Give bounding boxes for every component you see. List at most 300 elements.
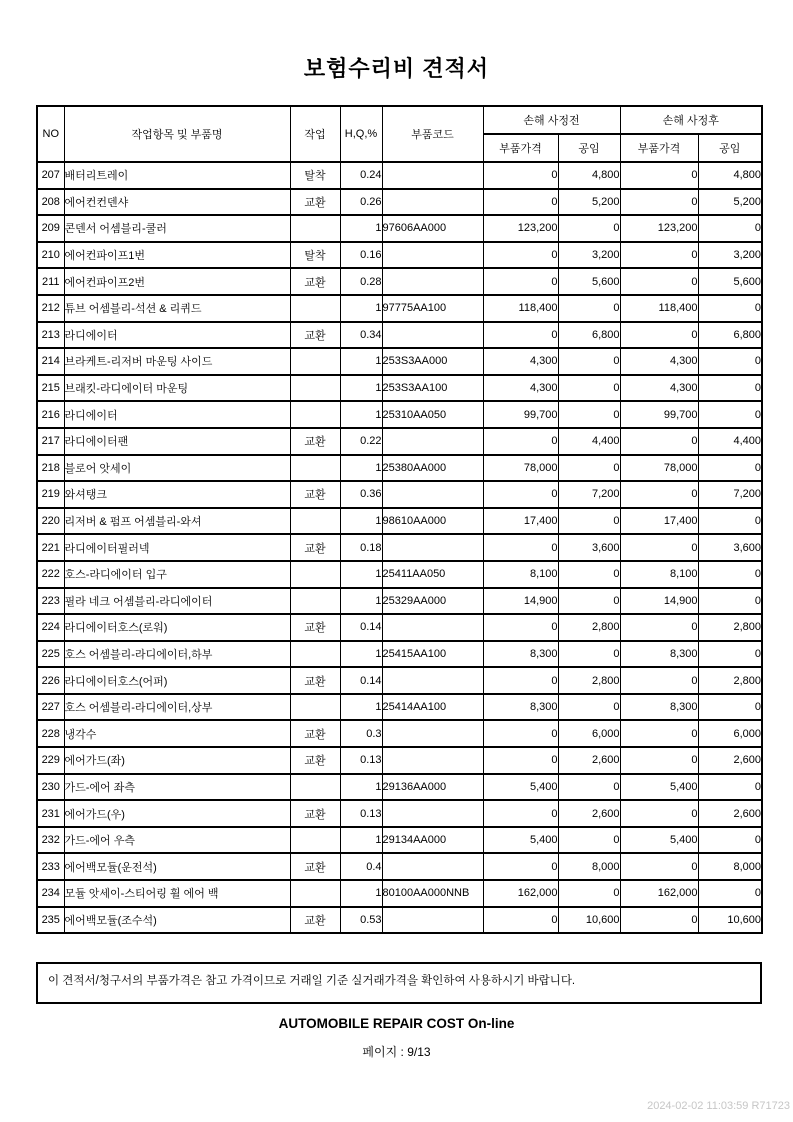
cell-after-labor: 0 — [698, 880, 762, 907]
cell-work-type: 교환 — [290, 268, 340, 295]
cell-no: 219 — [37, 481, 64, 508]
cell-no: 227 — [37, 694, 64, 721]
cell-after-part-price: 0 — [620, 189, 698, 216]
cell-work-type: 탈착 — [290, 242, 340, 269]
cell-part-code — [382, 268, 483, 295]
cell-after-labor: 0 — [698, 508, 762, 535]
cell-no: 213 — [37, 322, 64, 349]
cell-part-code — [382, 907, 483, 934]
cell-after-labor: 0 — [698, 401, 762, 428]
cell-hq-value: 1 — [340, 375, 382, 402]
cell-after-part-price: 17,400 — [620, 508, 698, 535]
cell-item-name: 가드-에어 좌측 — [64, 774, 290, 801]
cell-item-name: 브래킷-라디에이터 마운팅 — [64, 375, 290, 402]
cell-item-name: 필라 네크 어셈블리-라디에이터 — [64, 588, 290, 615]
table-row — [37, 455, 762, 482]
cell-after-part-price: 0 — [620, 614, 698, 641]
cell-before-labor: 0 — [558, 401, 620, 428]
cell-part-code: 25414AA100 — [382, 694, 483, 721]
cell-work-type: 교환 — [290, 189, 340, 216]
cell-work-type: 교환 — [290, 614, 340, 641]
cell-before-labor: 2,800 — [558, 614, 620, 641]
table-row — [37, 694, 762, 721]
cell-work-type: 교환 — [290, 720, 340, 747]
cell-part-code — [382, 481, 483, 508]
header-before-assessment: 손해 사정전 — [483, 106, 620, 134]
table-row — [37, 322, 762, 349]
page-title: 보험수리비 견적서 — [303, 56, 490, 81]
cell-after-labor: 5,200 — [698, 189, 762, 216]
cell-no: 228 — [37, 720, 64, 747]
cell-after-part-price: 0 — [620, 481, 698, 508]
footer-timestamp: 2024-02-02 11:03:59 R71723 — [647, 1100, 790, 1112]
notice-box — [36, 962, 762, 1004]
cell-no: 211 — [37, 268, 64, 295]
cell-no: 221 — [37, 534, 64, 561]
cell-no: 223 — [37, 588, 64, 615]
table-row — [37, 667, 762, 694]
cell-no: 235 — [37, 907, 64, 934]
table-row — [37, 534, 762, 561]
cell-before-part-price: 0 — [483, 481, 558, 508]
cell-before-part-price: 17,400 — [483, 508, 558, 535]
cell-after-part-price: 0 — [620, 667, 698, 694]
cell-part-code — [382, 428, 483, 455]
cell-after-labor: 0 — [698, 641, 762, 668]
notice-text: 이 견적서/청구서의 부품가격은 참고 가격이므로 거래일 기준 실거래가격을 확인하여 사용하시기 바랍니다. — [48, 975, 576, 987]
cell-no: 216 — [37, 401, 64, 428]
cell-work-type — [290, 455, 340, 482]
cell-after-part-price: 0 — [620, 268, 698, 295]
cell-work-type: 교환 — [290, 534, 340, 561]
cell-no: 207 — [37, 162, 64, 189]
cell-item-name: 냉각수 — [64, 720, 290, 747]
cell-before-part-price: 162,000 — [483, 880, 558, 907]
cell-work-type: 탈착 — [290, 162, 340, 189]
header-after-part-price: 부품가격 — [620, 134, 698, 162]
cell-part-code — [382, 162, 483, 189]
cell-work-type — [290, 774, 340, 801]
cell-work-type: 교환 — [290, 428, 340, 455]
table-row — [37, 588, 762, 615]
cell-after-labor: 0 — [698, 375, 762, 402]
cell-after-part-price: 4,300 — [620, 375, 698, 402]
cell-after-part-price: 0 — [620, 720, 698, 747]
cell-after-part-price: 0 — [620, 800, 698, 827]
cell-item-name: 라디에이터팬 — [64, 428, 290, 455]
cell-work-type: 교환 — [290, 907, 340, 934]
cell-hq-value: 0.22 — [340, 428, 382, 455]
cell-item-name: 라디에이터호스(어퍼) — [64, 667, 290, 694]
cell-item-name: 블로어 앗세이 — [64, 455, 290, 482]
table-row — [37, 268, 762, 295]
table-row — [37, 880, 762, 907]
cell-no: 222 — [37, 561, 64, 588]
header-item-name: 작업항목 및 부품명 — [64, 106, 290, 162]
cell-before-part-price: 0 — [483, 907, 558, 934]
cell-work-type: 교환 — [290, 747, 340, 774]
cell-part-code — [382, 534, 483, 561]
cell-hq-value: 1 — [340, 774, 382, 801]
cell-before-part-price: 5,400 — [483, 827, 558, 854]
cell-no: 233 — [37, 853, 64, 880]
cell-hq-value: 0.4 — [340, 853, 382, 880]
table-row — [37, 242, 762, 269]
cell-item-name: 에어컨파이프2번 — [64, 268, 290, 295]
cell-no: 215 — [37, 375, 64, 402]
cell-item-name: 라디에이터호스(로워) — [64, 614, 290, 641]
cell-part-code: 253S3AA000 — [382, 348, 483, 375]
cell-hq-value: 1 — [340, 215, 382, 242]
cell-before-part-price: 0 — [483, 242, 558, 269]
cell-before-labor: 5,600 — [558, 268, 620, 295]
cell-item-name: 모듈 앗세이-스티어링 휠 에어 백 — [64, 880, 290, 907]
cell-before-part-price: 0 — [483, 322, 558, 349]
cell-before-labor: 7,200 — [558, 481, 620, 508]
cell-part-code — [382, 667, 483, 694]
footer-brand: AUTOMOBILE REPAIR COST On-line — [278, 1016, 515, 1031]
cell-part-code: 97606AA000 — [382, 215, 483, 242]
cell-before-labor: 6,000 — [558, 720, 620, 747]
cell-after-labor: 0 — [698, 694, 762, 721]
cell-no: 231 — [37, 800, 64, 827]
cell-hq-value: 1 — [340, 348, 382, 375]
cell-item-name: 콘덴서 어셈블리-쿨러 — [64, 215, 290, 242]
cell-before-part-price: 0 — [483, 614, 558, 641]
cell-work-type: 교환 — [290, 322, 340, 349]
cell-after-part-price: 162,000 — [620, 880, 698, 907]
cell-before-labor: 0 — [558, 455, 620, 482]
cell-before-labor: 3,600 — [558, 534, 620, 561]
cell-before-labor: 8,000 — [558, 853, 620, 880]
cell-part-code: 98610AA000 — [382, 508, 483, 535]
cell-no: 230 — [37, 774, 64, 801]
cell-work-type — [290, 827, 340, 854]
table-row — [37, 561, 762, 588]
cell-before-part-price: 0 — [483, 428, 558, 455]
cell-part-code: 25380AA000 — [382, 455, 483, 482]
footer-page-number: 페이지 : 9/13 — [362, 1045, 431, 1059]
cell-before-part-price: 5,400 — [483, 774, 558, 801]
cell-before-labor: 4,800 — [558, 162, 620, 189]
cell-after-part-price: 4,300 — [620, 348, 698, 375]
table-row — [37, 720, 762, 747]
cell-after-labor: 2,600 — [698, 747, 762, 774]
cell-work-type — [290, 401, 340, 428]
cell-after-part-price: 8,300 — [620, 694, 698, 721]
cell-work-type — [290, 588, 340, 615]
cell-before-labor: 0 — [558, 375, 620, 402]
cell-after-labor: 2,600 — [698, 800, 762, 827]
cell-hq-value: 0.16 — [340, 242, 382, 269]
cell-before-labor: 2,600 — [558, 800, 620, 827]
cell-part-code — [382, 747, 483, 774]
cell-after-labor: 0 — [698, 561, 762, 588]
cell-part-code — [382, 614, 483, 641]
table-row — [37, 162, 762, 189]
cell-after-labor: 2,800 — [698, 614, 762, 641]
cell-after-part-price: 5,400 — [620, 774, 698, 801]
cell-part-code: 25310AA050 — [382, 401, 483, 428]
cell-no: 229 — [37, 747, 64, 774]
cell-item-name: 호스 어셈블리-라디에이터,상부 — [64, 694, 290, 721]
cell-after-part-price: 118,400 — [620, 295, 698, 322]
header-part-code: 부품코드 — [382, 106, 483, 162]
cell-work-type — [290, 641, 340, 668]
cell-hq-value: 0.18 — [340, 534, 382, 561]
cell-after-part-price: 8,300 — [620, 641, 698, 668]
header-work-type: 작업 — [290, 106, 340, 162]
cell-hq-value: 0.24 — [340, 162, 382, 189]
cell-item-name: 와셔탱크 — [64, 481, 290, 508]
cell-after-labor: 0 — [698, 827, 762, 854]
cell-no: 234 — [37, 880, 64, 907]
cell-part-code: 253S3AA100 — [382, 375, 483, 402]
cell-no: 208 — [37, 189, 64, 216]
cell-part-code: 25411AA050 — [382, 561, 483, 588]
header-row-1 — [37, 106, 762, 134]
cell-hq-value: 0.53 — [340, 907, 382, 934]
cell-item-name: 에어컨컨덴샤 — [64, 189, 290, 216]
cell-after-labor: 3,600 — [698, 534, 762, 561]
table-row — [37, 800, 762, 827]
cell-before-labor: 5,200 — [558, 189, 620, 216]
table-body — [37, 162, 762, 933]
cell-item-name: 브라케트-리저버 마운팅 사이드 — [64, 348, 290, 375]
cell-item-name: 배터리트레이 — [64, 162, 290, 189]
table-row — [37, 295, 762, 322]
cell-after-part-price: 0 — [620, 322, 698, 349]
cell-after-part-price: 123,200 — [620, 215, 698, 242]
cell-before-labor: 0 — [558, 295, 620, 322]
cell-after-labor: 0 — [698, 774, 762, 801]
cell-hq-value: 1 — [340, 455, 382, 482]
cell-after-labor: 2,800 — [698, 667, 762, 694]
cell-before-part-price: 0 — [483, 268, 558, 295]
cell-hq-value: 0.14 — [340, 614, 382, 641]
cell-before-part-price: 8,300 — [483, 641, 558, 668]
cell-no: 214 — [37, 348, 64, 375]
cell-hq-value: 0.34 — [340, 322, 382, 349]
cell-no: 232 — [37, 827, 64, 854]
cell-hq-value: 0.28 — [340, 268, 382, 295]
cell-hq-value: 0.14 — [340, 667, 382, 694]
cell-after-labor: 4,400 — [698, 428, 762, 455]
cell-hq-value: 0.26 — [340, 189, 382, 216]
cell-before-part-price: 0 — [483, 747, 558, 774]
cell-before-part-price: 14,900 — [483, 588, 558, 615]
cell-after-labor: 0 — [698, 588, 762, 615]
cell-before-labor: 0 — [558, 880, 620, 907]
cell-no: 217 — [37, 428, 64, 455]
cell-after-part-price: 0 — [620, 853, 698, 880]
cell-no: 220 — [37, 508, 64, 535]
cell-part-code — [382, 242, 483, 269]
cell-item-name: 튜브 어셈블리-석션 & 리퀴드 — [64, 295, 290, 322]
cell-after-part-price: 0 — [620, 162, 698, 189]
cell-after-labor: 3,200 — [698, 242, 762, 269]
cell-item-name: 가드-에어 우측 — [64, 827, 290, 854]
cell-after-part-price: 14,900 — [620, 588, 698, 615]
cell-work-type — [290, 375, 340, 402]
header-after-labor: 공임 — [698, 134, 762, 162]
cell-before-part-price: 0 — [483, 534, 558, 561]
cell-item-name: 라디에이터 — [64, 322, 290, 349]
cell-hq-value: 1 — [340, 641, 382, 668]
cell-work-type: 교환 — [290, 667, 340, 694]
cell-before-part-price: 0 — [483, 720, 558, 747]
cell-after-labor: 8,000 — [698, 853, 762, 880]
table-row — [37, 189, 762, 216]
table-row — [37, 428, 762, 455]
cell-work-type — [290, 215, 340, 242]
cell-before-part-price: 8,100 — [483, 561, 558, 588]
cell-after-part-price: 99,700 — [620, 401, 698, 428]
cell-after-labor: 0 — [698, 295, 762, 322]
table-row — [37, 641, 762, 668]
cell-hq-value: 0.13 — [340, 800, 382, 827]
cell-item-name: 에어컨파이프1번 — [64, 242, 290, 269]
cell-after-labor: 10,600 — [698, 907, 762, 934]
cell-part-code: 97775AA100 — [382, 295, 483, 322]
cell-part-code: 80100AA000NNB — [382, 880, 483, 907]
cell-before-labor: 0 — [558, 694, 620, 721]
table-row — [37, 215, 762, 242]
cell-work-type — [290, 508, 340, 535]
cell-part-code: 29134AA000 — [382, 827, 483, 854]
cell-no: 218 — [37, 455, 64, 482]
cell-before-labor: 0 — [558, 348, 620, 375]
cell-work-type — [290, 295, 340, 322]
cell-item-name: 라디에이터필러넥 — [64, 534, 290, 561]
cell-after-part-price: 0 — [620, 242, 698, 269]
cell-before-labor: 2,800 — [558, 667, 620, 694]
cell-after-part-price: 0 — [620, 747, 698, 774]
cell-work-type — [290, 348, 340, 375]
cell-after-labor: 4,800 — [698, 162, 762, 189]
cell-part-code: 25329AA000 — [382, 588, 483, 615]
cell-no: 224 — [37, 614, 64, 641]
cell-before-part-price: 4,300 — [483, 348, 558, 375]
cell-after-labor: 0 — [698, 455, 762, 482]
cell-item-name: 에어백모듈(조수석) — [64, 907, 290, 934]
table-row — [37, 375, 762, 402]
cell-hq-value: 1 — [340, 401, 382, 428]
table-row — [37, 348, 762, 375]
cell-hq-value: 1 — [340, 694, 382, 721]
cell-after-part-price: 5,400 — [620, 827, 698, 854]
cell-hq-value: 1 — [340, 508, 382, 535]
cell-item-name: 에어가드(좌) — [64, 747, 290, 774]
cell-before-labor: 6,800 — [558, 322, 620, 349]
cell-after-part-price: 78,000 — [620, 455, 698, 482]
header-before-labor: 공임 — [558, 134, 620, 162]
cell-hq-value: 1 — [340, 588, 382, 615]
cell-after-part-price: 0 — [620, 907, 698, 934]
cell-item-name: 호스 어셈블리-라디에이터,하부 — [64, 641, 290, 668]
cell-work-type — [290, 561, 340, 588]
cell-part-code — [382, 800, 483, 827]
table-row — [37, 401, 762, 428]
cell-before-part-price: 78,000 — [483, 455, 558, 482]
cell-item-name: 에어가드(우) — [64, 800, 290, 827]
cell-item-name: 리저버 & 펌프 어셈블리-와셔 — [64, 508, 290, 535]
cell-after-labor: 0 — [698, 348, 762, 375]
cell-part-code — [382, 853, 483, 880]
cell-no: 209 — [37, 215, 64, 242]
cell-before-labor: 0 — [558, 508, 620, 535]
header-before-part-price: 부품가격 — [483, 134, 558, 162]
cell-before-part-price: 4,300 — [483, 375, 558, 402]
cell-before-part-price: 123,200 — [483, 215, 558, 242]
cell-after-part-price: 0 — [620, 534, 698, 561]
cell-part-code: 29136AA000 — [382, 774, 483, 801]
cell-before-part-price: 0 — [483, 162, 558, 189]
cell-part-code — [382, 189, 483, 216]
cell-hq-value: 1 — [340, 880, 382, 907]
cell-before-part-price: 99,700 — [483, 401, 558, 428]
cell-after-labor: 6,000 — [698, 720, 762, 747]
table-row — [37, 614, 762, 641]
repair-estimate-table — [36, 105, 763, 934]
table-row — [37, 508, 762, 535]
cell-work-type: 교환 — [290, 481, 340, 508]
cell-item-name: 에어백모듈(운전석) — [64, 853, 290, 880]
cell-part-code — [382, 720, 483, 747]
table-row — [37, 853, 762, 880]
cell-hq-value: 0.13 — [340, 747, 382, 774]
header-no: NO — [37, 106, 64, 162]
cell-after-part-price: 8,100 — [620, 561, 698, 588]
cell-before-part-price: 0 — [483, 667, 558, 694]
cell-hq-value: 0.3 — [340, 720, 382, 747]
table-row — [37, 774, 762, 801]
cell-before-labor: 3,200 — [558, 242, 620, 269]
table-row — [37, 907, 762, 934]
cell-before-part-price: 8,300 — [483, 694, 558, 721]
cell-no: 212 — [37, 295, 64, 322]
cell-before-labor: 0 — [558, 588, 620, 615]
cell-no: 225 — [37, 641, 64, 668]
table-row — [37, 747, 762, 774]
cell-hq-value: 1 — [340, 561, 382, 588]
cell-before-part-price: 0 — [483, 800, 558, 827]
cell-after-labor: 6,800 — [698, 322, 762, 349]
cell-before-labor: 0 — [558, 561, 620, 588]
cell-before-labor: 0 — [558, 641, 620, 668]
header-after-assessment: 손해 사정후 — [620, 106, 762, 134]
cell-work-type — [290, 694, 340, 721]
cell-item-name: 라디에이터 — [64, 401, 290, 428]
cell-work-type — [290, 880, 340, 907]
cell-work-type: 교환 — [290, 800, 340, 827]
cell-hq-value: 0.36 — [340, 481, 382, 508]
cell-after-labor: 7,200 — [698, 481, 762, 508]
cell-work-type: 교환 — [290, 853, 340, 880]
cell-hq-value: 1 — [340, 827, 382, 854]
cell-before-labor: 0 — [558, 827, 620, 854]
cell-before-labor: 2,600 — [558, 747, 620, 774]
cell-before-part-price: 0 — [483, 189, 558, 216]
cell-part-code — [382, 322, 483, 349]
table-row — [37, 481, 762, 508]
cell-no: 210 — [37, 242, 64, 269]
table-header — [37, 106, 762, 162]
cell-before-labor: 4,400 — [558, 428, 620, 455]
table-row — [37, 827, 762, 854]
cell-item-name: 호스-라디에이터 입구 — [64, 561, 290, 588]
cell-after-part-price: 0 — [620, 428, 698, 455]
